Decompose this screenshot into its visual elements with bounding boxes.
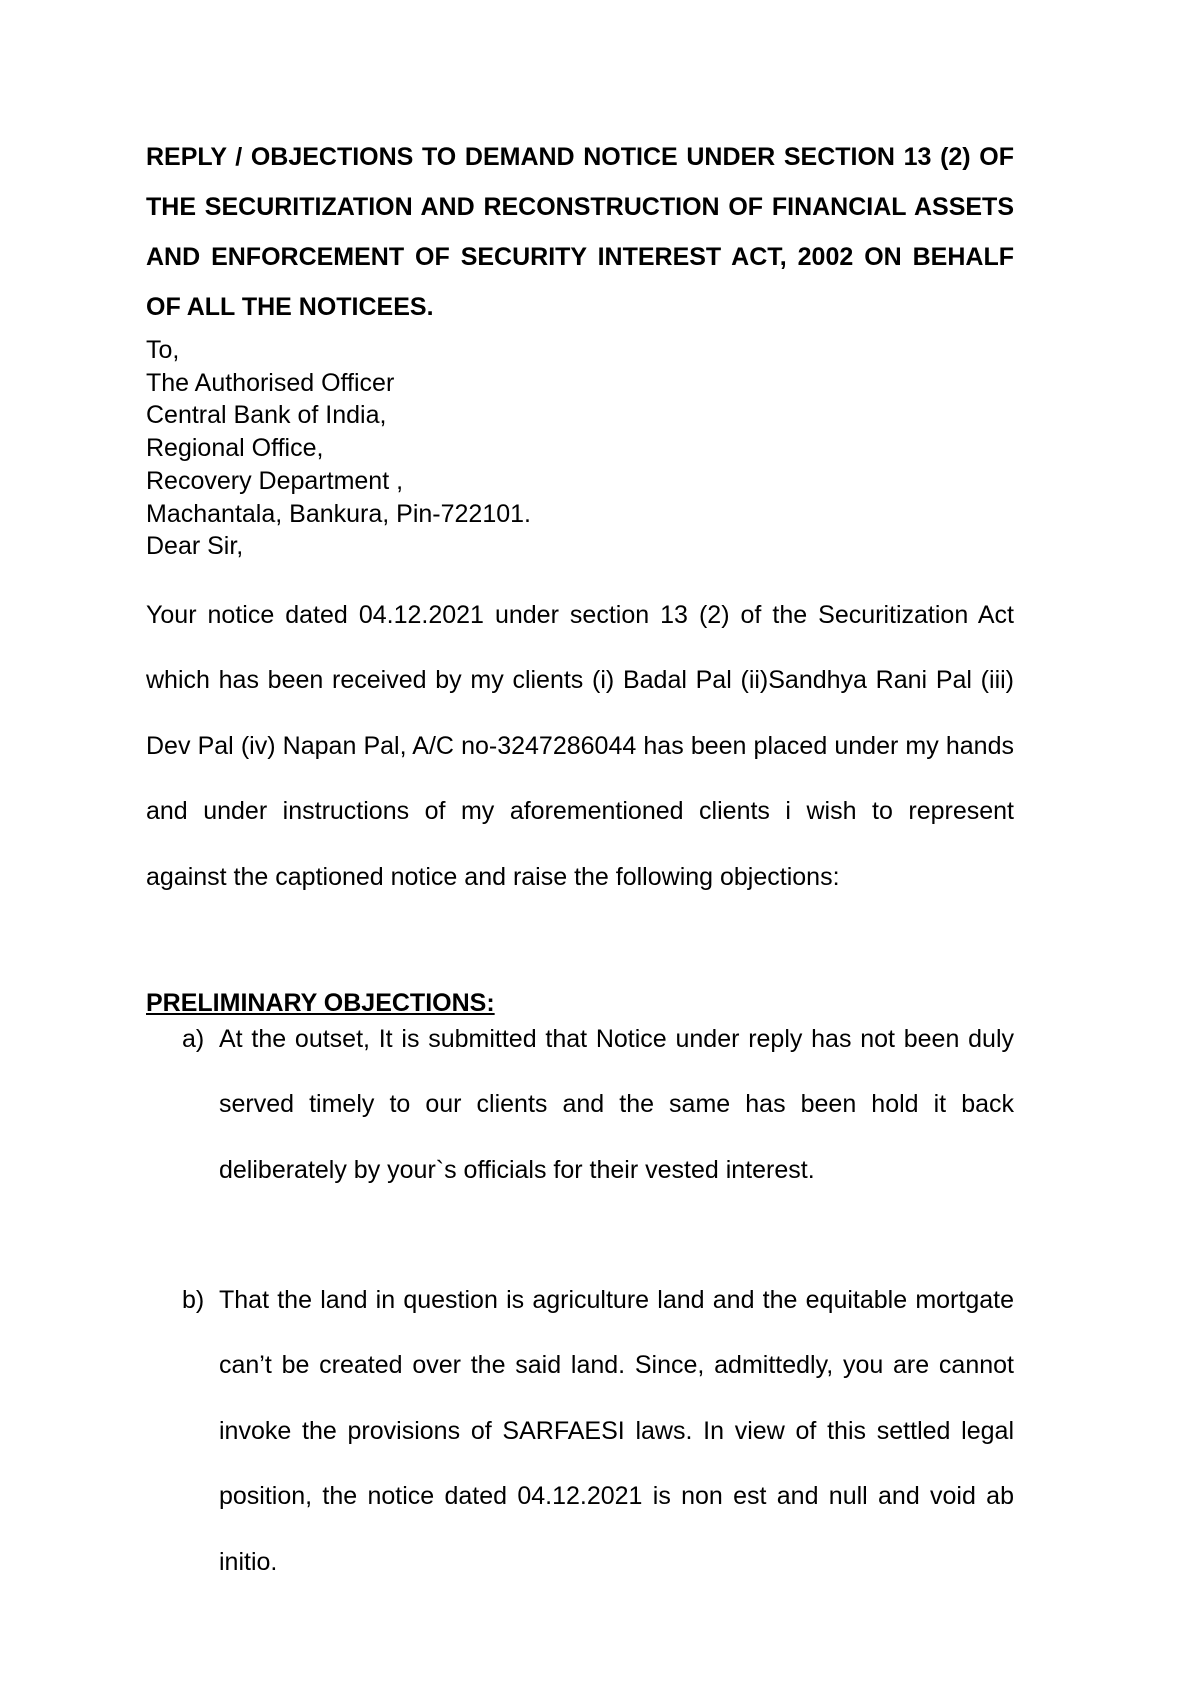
objection-text: At the outset, It is submitted that Notice under reply has not been duly served timely to our clients and the same has been hold it back deliberately by your`s officials for their vested interest. bbox=[219, 1025, 1014, 1184]
preliminary-objections-title: PRELIMINARY OBJECTIONS: bbox=[146, 989, 495, 1017]
objection-text: That the land in question is agriculture land and the equitable mortgate can’t be created over the said land. Since, admittedly, you are cannot invoke the provisions of SARFAESI laws. In view of this settled legal position, the notice dated 04.12.2021 is non est and null and void ab initio. bbox=[219, 1286, 1014, 1576]
body-paragraph: Your notice dated 04.12.2021 under section 13 (2) of the Securitization Act which has been received by my clients (i) Badal Pal (ii)Sandhya Rani Pal (iii) Dev Pal (iv) Napan Pal, A/C no-3247286044 has been placed under my hands and under instructions of my aforementioned clients i wish to represent against the captioned notice and raise the following objections: bbox=[146, 601, 1014, 891]
address-line: Regional Office, bbox=[146, 434, 324, 463]
address-line: Central Bank of India, bbox=[146, 401, 387, 430]
objection-marker: b) bbox=[182, 1286, 205, 1314]
address-line: Machantala, Bankura, Pin-722101. bbox=[146, 499, 531, 528]
address-to: To, bbox=[146, 336, 180, 364]
address-line: The Authorised Officer bbox=[146, 368, 395, 397]
salutation: Dear Sir, bbox=[146, 532, 244, 561]
document-heading: REPLY / OBJECTIONS TO DEMAND NOTICE UNDER SECTION 13 (2) OF THE SECURITIZATION AND RECONSTRUCTION OF FINANCIAL ASSETS AND ENFORCEMENT OF SECURITY INTEREST ACT, 2002 ON BEHALF OF ALL THE NOTICEES. bbox=[146, 143, 1014, 321]
objection-marker: a) bbox=[182, 1025, 205, 1053]
address-line: Recovery Department , bbox=[146, 466, 404, 495]
address-block bbox=[146, 334, 1014, 563]
